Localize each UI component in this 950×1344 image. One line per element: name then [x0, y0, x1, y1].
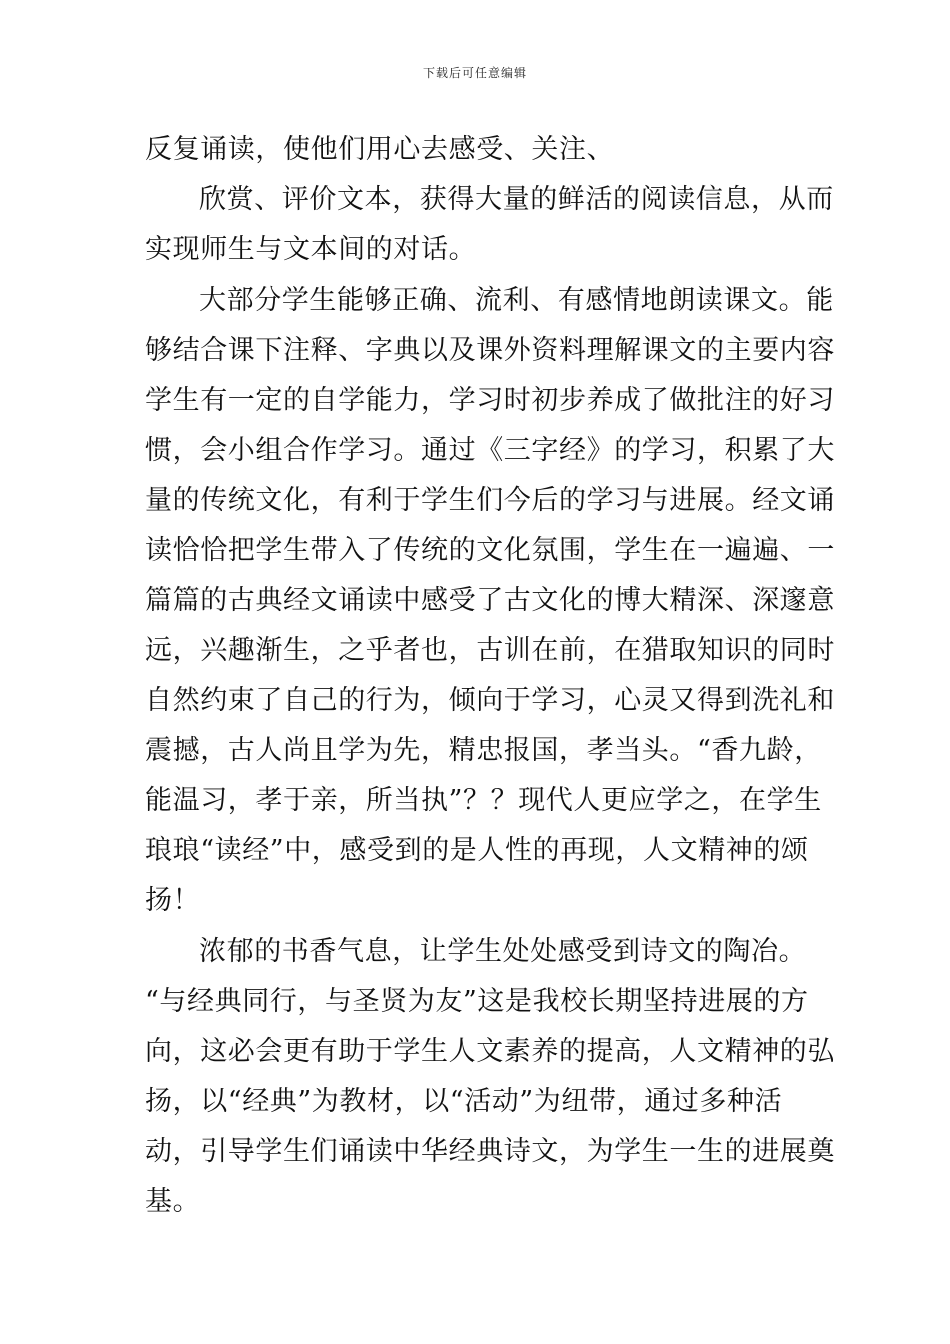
text-line: 篇篇的古典经文诵读中感受了古文化的博大精深、深邃意 [145, 585, 835, 616]
text-line: 反复诵读，使他们用心去感受、关注、 [145, 134, 615, 165]
text-line: 学生有一定的自学能力，学习时初步养成了做批注的好习 [145, 385, 835, 416]
paragraph-first-line: 欣赏、评价文本，获得大量的鲜活的阅读信息，从而 [199, 184, 834, 215]
text-line: 够结合课下注释、字典以及课外资料理解课文的主要内容 [145, 335, 835, 366]
text-line: 扬！ [145, 885, 201, 916]
text-line: 基。 [145, 1186, 201, 1217]
text-line: 琅琅“读经”中，感受到的是人性的再现，人文精神的颂 [145, 835, 809, 866]
text-line: 自然约束了自己的行为，倾向于学习，心灵又得到洗礼和 [145, 685, 835, 716]
text-line: 惯，会小组合作学习。通过《三字经》的学习，积累了大 [145, 435, 835, 466]
text-line: 远，兴趣渐生，之乎者也，古训在前，在猎取知识的同时 [145, 635, 835, 666]
text-line: 扬，以“经典”为教材，以“活动”为纽带，通过多种活 [145, 1086, 783, 1117]
text-line: 读恰恰把学生带入了传统的文化氛围，学生在一遍遍、一 [145, 535, 835, 566]
text-line: 能温习，孝于亲，所当执”？？现代人更应学之，在学生 [145, 785, 822, 816]
text-line: 震撼，古人尚且学为先，精忠报国，孝当头。“香九龄， [145, 735, 822, 766]
text-line: “与经典同行，与圣贤为友”这是我校长期坚持进展的方 [145, 986, 809, 1017]
paragraph-first-line: 浓郁的书香气息，让学生处处感受到诗文的陶冶。 [199, 936, 807, 967]
text-line: 实现师生与文本间的对话。 [145, 234, 477, 265]
text-line: 向，这必会更有助于学生人文素养的提高，人文精神的弘 [145, 1036, 835, 1067]
paragraph-first-line: 大部分学生能够正确、流利、有感情地朗读课文。能 [199, 285, 834, 316]
text-line: 动，引导学生们诵读中华经典诗文，为学生一生的进展奠 [145, 1136, 835, 1167]
text-line: 量的传统文化，有利于学生们今后的学习与进展。经文诵 [145, 485, 835, 516]
page-header: 下载后可任意编辑 [422, 66, 527, 80]
